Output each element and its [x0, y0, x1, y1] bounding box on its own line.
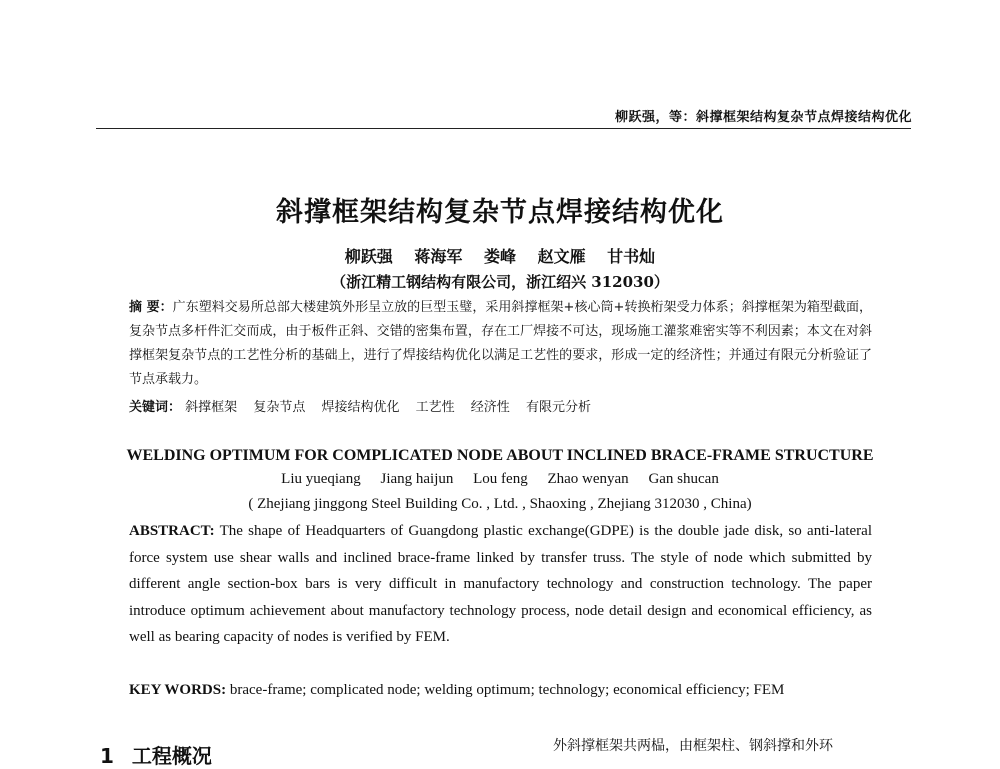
english-authors — [0, 471, 1000, 488]
chinese-author: 柳跃强 — [344, 247, 393, 266]
english-author: Jiang haijun — [380, 471, 454, 487]
chinese-keywords-label: 关键词： — [129, 400, 182, 415]
section-heading — [100, 740, 212, 769]
english-author: Zhao wenyan — [547, 471, 629, 487]
english-title: WELDING OPTIMUM FOR COMPLICATED NODE ABOUT INCLINED BRACE-FRAME STRUCTURE — [126, 447, 874, 464]
english-abstract-text: The shape of Headquarters of Guangdong plastic exchange(GDPE) is the double jade disk, so anti-lateral force system use shear walls and inclined brace-frame linked by transfer truss. The style of node which submitted by different angle section-box bars is very difficult in manufactory technology and construction technology. The paper introduce optimum achievement about manufactory technology process, node detail design and economical efficiency, as well as bearing capacity of nodes is verified by FEM. — [129, 523, 872, 645]
chinese-keyword: 焊接结构优化 — [321, 400, 400, 415]
chinese-keywords — [129, 396, 872, 415]
chinese-abstract — [129, 296, 872, 392]
english-affiliation: ( Zhejiang jinggong Steel Building Co. , Ltd. , Shaoxing , Zhejiang 312030 , China) — [248, 496, 752, 512]
english-author: Lou feng — [473, 471, 528, 487]
chinese-abstract-label: 摘 要： — [129, 300, 173, 315]
chinese-author: 娄峰 — [483, 247, 516, 266]
chinese-affiliation: （浙江精工钢结构有限公司，浙江绍兴 312030） — [331, 273, 669, 291]
english-author: Gan shucan — [648, 471, 719, 487]
english-author: Liu yueqiang — [281, 471, 361, 487]
chinese-keyword: 斜撑框架 — [185, 400, 238, 415]
chinese-keyword: 工艺性 — [415, 400, 455, 415]
chinese-keyword: 复杂节点 — [253, 400, 306, 415]
chinese-author: 蒋海军 — [414, 247, 463, 266]
english-abstract — [129, 518, 872, 651]
section-number: 1 — [100, 744, 114, 768]
body-text: 外斜撑框架共两榀，由框架柱、钢斜撑和外环 — [553, 738, 833, 754]
chinese-author: 甘书灿 — [607, 247, 656, 266]
chinese-abstract-text: 广东塑料交易所总部大楼建筑外形呈立放的巨型玉璧，采用斜撑框架+核心筒+转换桁架受力体系；斜撑框架为箱型截面，复杂节点多杆件汇交而成，由于板件正斜、交错的密集布置，存在工厂焊接不可达，现场施工灌浆难密实等不利因素；本文在对斜撑框架复杂节点的工艺性分析的基础上，进行了焊接结构优化以满足工艺性的要求，形成一定的经济性；并通过有限元分析验证了节点承载力。 — [129, 300, 872, 387]
section-title: 工程概况 — [131, 744, 212, 768]
english-keywords — [129, 678, 872, 703]
english-abstract-label: ABSTRACT: — [129, 523, 215, 539]
header-rule — [96, 128, 911, 129]
chinese-title: 斜撑框架结构复杂节点焊接结构优化 — [276, 197, 724, 228]
running-header: 柳跃强，等：斜撑框架结构复杂节点焊接结构优化 — [614, 110, 912, 125]
chinese-authors — [0, 244, 1000, 267]
chinese-author: 赵文雁 — [537, 247, 586, 266]
english-keywords-label: KEY WORDS: — [129, 682, 227, 698]
chinese-keyword: 经济性 — [470, 400, 510, 415]
chinese-keyword: 有限元分析 — [525, 400, 591, 415]
english-keywords-text: brace-frame; complicated node; welding optimum; technology; economical efficiency; FEM — [226, 682, 785, 698]
